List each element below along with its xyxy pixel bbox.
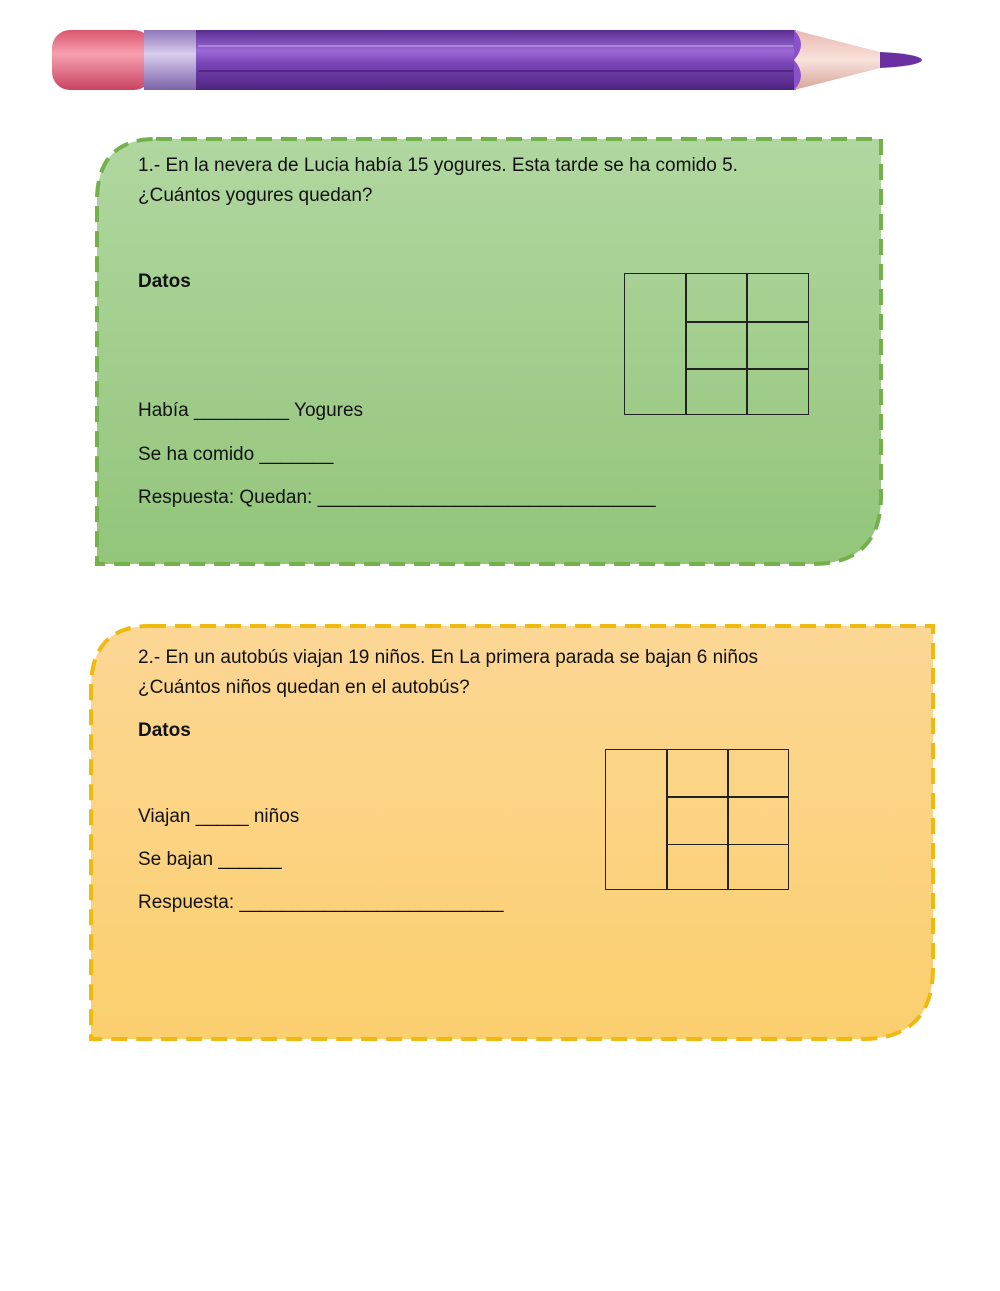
problem-1-habia-line[interactable]: Había _________ Yogures (138, 400, 364, 421)
grid-cell-tens-result[interactable] (666, 844, 729, 890)
grid-cell-tens-top[interactable] (685, 273, 748, 323)
problem-1-card (94, 136, 884, 568)
problem-1-datos-label: Datos (138, 271, 191, 292)
grid-cell-units-top[interactable] (746, 273, 809, 323)
pencil-body (196, 30, 796, 90)
grid-cell-units-result[interactable] (727, 844, 789, 890)
problem-2-datos-label: Datos (138, 720, 191, 741)
pencil-wood-tip (794, 30, 888, 90)
grid-cell-units-result[interactable] (746, 368, 809, 415)
grid-cell-units-middle[interactable] (727, 796, 789, 845)
grid-cell-sign[interactable] (624, 273, 687, 415)
problem-1-question-line-1: 1.- En la nevera de Lucia había 15 yogures. Esta tarde se ha comido 5. (138, 155, 738, 176)
grid-cell-sign[interactable] (605, 749, 668, 890)
problem-1-question-line-2: ¿Cuántos yogures quedan? (138, 185, 373, 206)
problem-2-respuesta-line[interactable]: Respuesta: _________________________ (138, 892, 504, 913)
grid-cell-tens-middle[interactable] (666, 796, 729, 845)
grid-cell-tens-middle[interactable] (685, 321, 748, 370)
grid-cell-units-middle[interactable] (746, 321, 809, 370)
problem-2-bajan-line[interactable]: Se bajan ______ (138, 849, 282, 870)
grid-cell-units-top[interactable] (727, 749, 789, 798)
pencil-illustration (48, 24, 928, 96)
problem-2-question-line-2: ¿Cuántos niños quedan en el autobús? (138, 677, 470, 698)
problem-1-comido-line[interactable]: Se ha comido _______ (138, 444, 334, 465)
problem-2-viajan-line[interactable]: Viajan _____ niños (138, 806, 300, 827)
grid-cell-tens-result[interactable] (685, 368, 748, 415)
problem-1-operation-grid (624, 273, 809, 415)
pencil-ferrule (144, 30, 198, 90)
problem-2-operation-grid (605, 749, 789, 890)
grid-cell-tens-top[interactable] (666, 749, 729, 798)
problem-2-question-line-1: 2.- En un autobús viajan 19 niños. En La primera parada se bajan 6 niños (138, 647, 759, 668)
pencil-lead-tip (880, 52, 922, 68)
pencil-eraser (52, 30, 152, 90)
problem-2-card (88, 623, 936, 1043)
problem-1-respuesta-line[interactable]: Respuesta: Quedan: ________________________________ (138, 487, 656, 508)
